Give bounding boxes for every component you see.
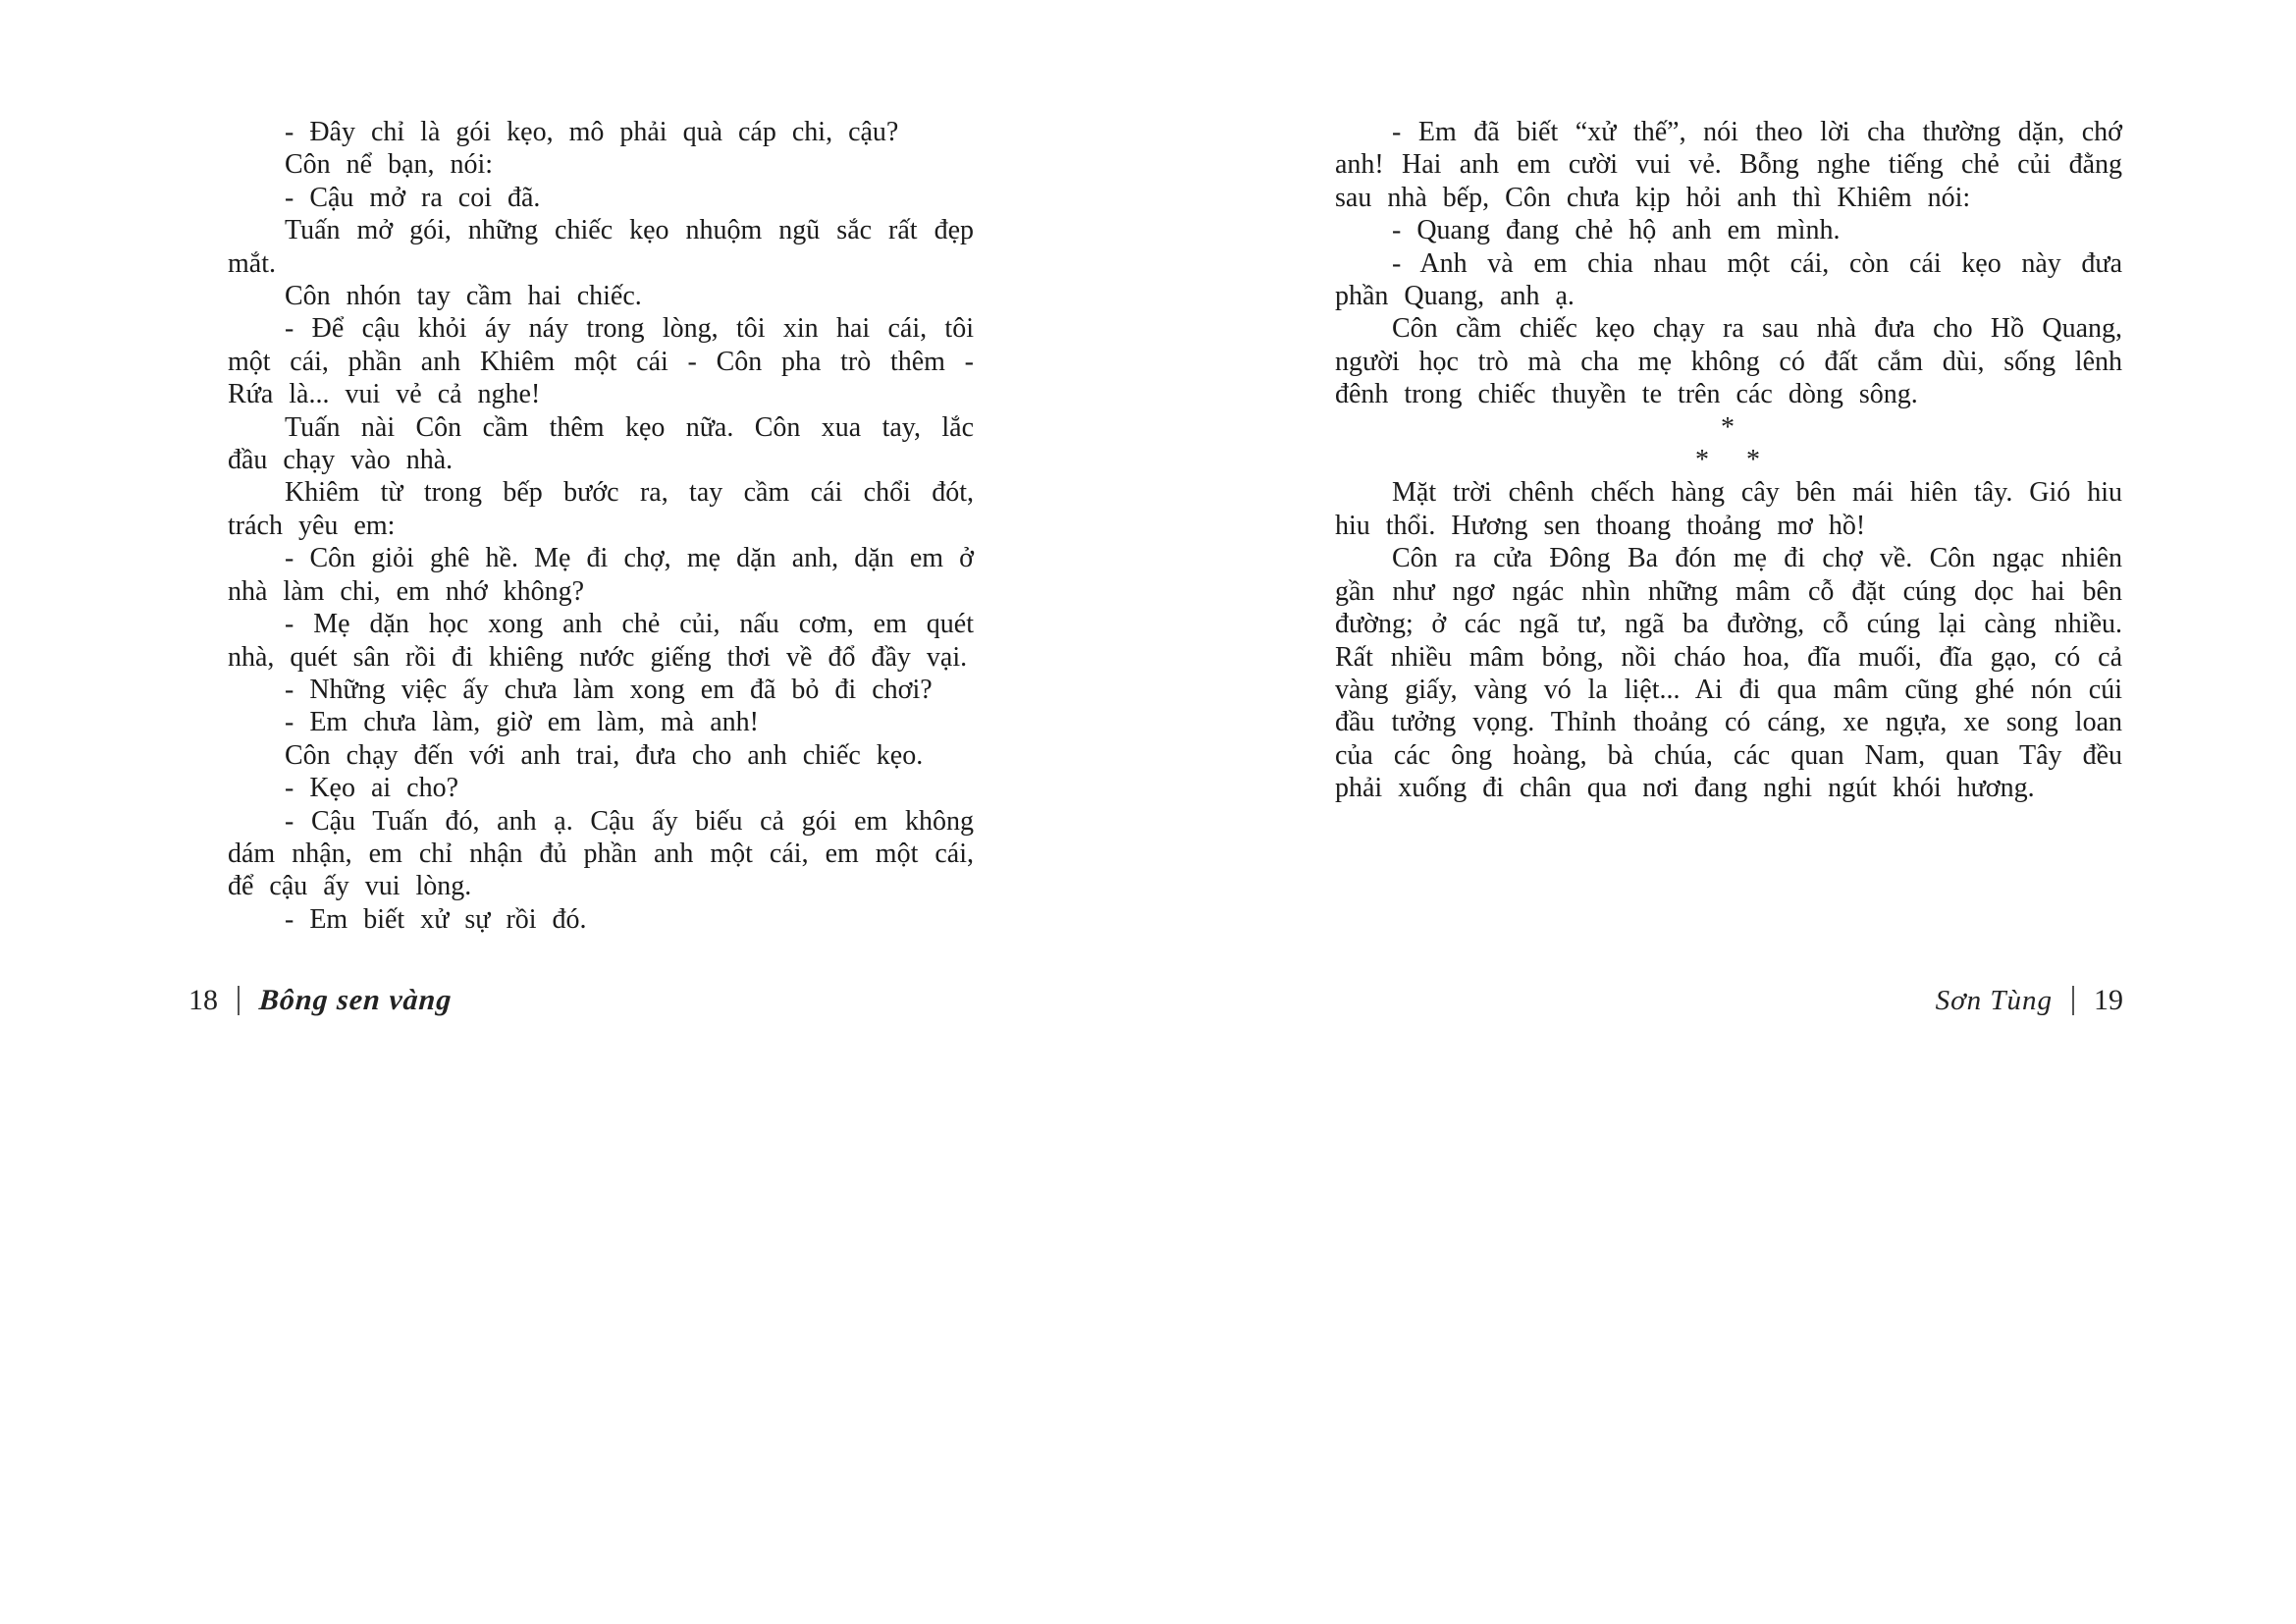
paragraph: Khiêm từ trong bếp bước ra, tay cầm cái chổi đót, trách yêu em:	[228, 477, 974, 541]
paragraph: Côn chạy đến với anh trai, đưa cho anh chiếc kẹo.	[285, 739, 924, 771]
paragraph: - Để cậu khỏi áy náy trong lòng, tôi xin hai cái, tôi một cái, phần anh Khiêm một cái - Côn pha trò thêm - Rứa là... vui vẻ cả nghe!	[228, 313, 974, 410]
paragraph: - Quang đang chẻ hộ anh em mình.	[1392, 215, 1841, 246]
paragraph: - Cậu Tuấn đó, anh ạ. Cậu ấy biếu cả gói em không dám nhận, em chỉ nhận đủ phần anh một cái, em một cái, để cậu ấy vui lòng.	[228, 805, 974, 902]
paragraph: - Những việc ấy chưa làm xong em đã bỏ đi chơi?	[285, 674, 933, 705]
book-title: Bông sen vàng	[257, 984, 454, 1016]
paragraph: Tuấn nài Côn cầm thêm kẹo nữa. Côn xua tay, lắc đầu chạy vào nhà.	[228, 411, 974, 476]
paragraph: - Cậu mở ra coi đã.	[285, 182, 541, 213]
author-name: Sơn Tùng	[1935, 984, 2053, 1016]
right-text-bottom	[1335, 476, 2122, 804]
page-number-right: 19	[2094, 984, 2123, 1016]
page-number-left: 18	[188, 984, 218, 1016]
paragraph: Mặt trời chênh chếch hàng cây bên mái hiên tây. Gió hiu hiu thổi. Hương sen thoang thoảng mơ hồ!	[1335, 477, 2122, 541]
paragraph: - Anh và em chia nhau một cái, còn cái kẹo này đưa phần Quang, anh ạ.	[1335, 247, 2122, 312]
footer-divider-right	[2072, 986, 2074, 1015]
left-footer	[188, 984, 452, 1017]
right-text-column	[1335, 116, 2122, 805]
left-text-column	[228, 116, 974, 936]
section-break-star-top: *	[1721, 411, 1736, 443]
footer-divider-left	[238, 986, 240, 1015]
paragraph: - Đây chỉ là gói kẹo, mô phải quà cáp chi, cậu?	[285, 117, 899, 147]
paragraph: Côn cầm chiếc kẹo chạy ra sau nhà đưa cho Hồ Quang, người học trò mà cha mẹ không có đất cắm dùi, sống lênh đênh trong chiếc thuyền te trên các dòng sông.	[1335, 313, 2122, 410]
paragraph: Côn nhón tay cầm hai chiếc.	[285, 281, 642, 312]
paragraph: - Em biết xử sự rồi đó.	[285, 903, 587, 935]
section-break	[1335, 411, 2122, 477]
paragraph: Côn nể bạn, nói:	[285, 149, 494, 181]
right-text-top	[1335, 116, 2122, 411]
paragraph: - Em đã biết “xử thế”, nói theo lời cha thường dặn, chớ anh! Hai anh em cười vui vẻ. Bỗng nghe tiếng chẻ củi đằng sau nhà bếp, Côn chưa kịp hỏi anh thì Khiêm nói:	[1335, 117, 2122, 213]
paragraph: - Côn giỏi ghê hề. Mẹ đi chợ, mẹ dặn anh, dặn em ở nhà làm chi, em nhớ không?	[228, 543, 974, 607]
paragraph: - Kẹo ai cho?	[285, 773, 459, 804]
paragraph: - Mẹ dặn học xong anh chẻ củi, nấu cơm, em quét nhà, quét sân rồi đi khiêng nước giếng thơi về đổ đầy vại.	[228, 609, 974, 673]
paragraph: Côn ra cửa Đông Ba đón mẹ đi chợ về. Côn ngạc nhiên gần như ngơ ngác nhìn những mâm cỗ đặt cúng dọc hai bên đường; ở các ngã tư, ngã ba đường, cỗ cúng lại càng nhiều. Rất nhiều mâm bỏng, nồi cháo hoa, đĩa muối, đĩa gạo, có cả vàng giấy, vàng vó la liệt... Ai đi qua mâm cũng ghé nón cúi đầu tưởng vọng. Thỉnh thoảng có cáng, xe ngựa, xe song loan của các ông hoàng, bà chúa, các quan Nam, quan Tây đều phải xuống đi chân qua nơi đang nghi ngút khói hương.	[1335, 543, 2122, 804]
section-break-stars-bottom: * *	[1695, 445, 1762, 476]
paragraph: Tuấn mở gói, những chiếc kẹo nhuộm ngũ sắc rất đẹp mắt.	[228, 215, 974, 279]
paragraph: - Em chưa làm, giờ em làm, mà anh!	[285, 707, 759, 738]
right-footer	[1936, 984, 2123, 1017]
